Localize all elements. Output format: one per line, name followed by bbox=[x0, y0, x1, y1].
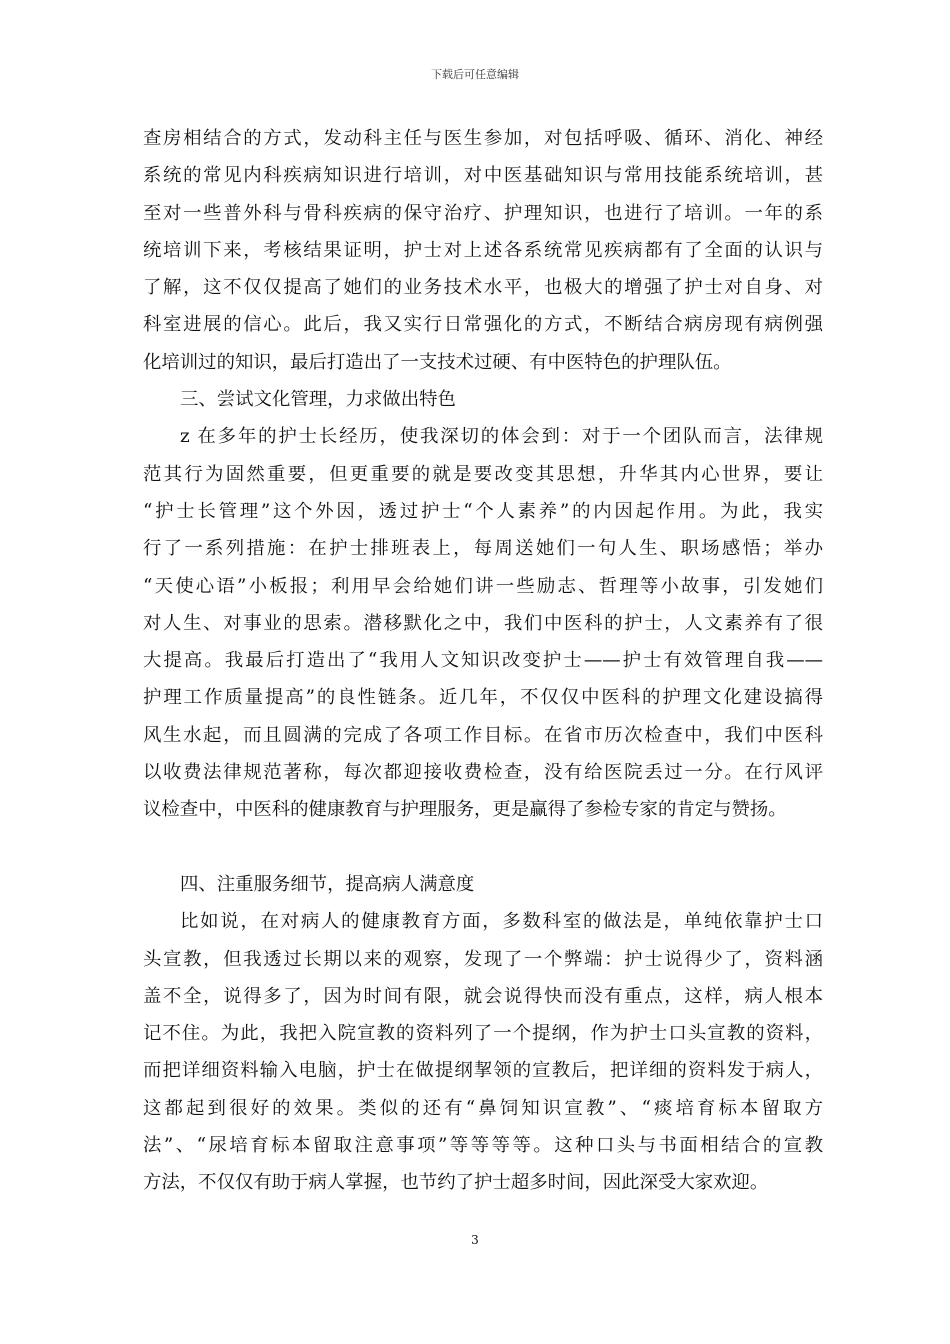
text-line: z 在多年的护士长经历，使我深切的体会到：对于一个团队而言，法律规 bbox=[180, 426, 823, 448]
text-line: 查房相结合的方式，发动科主任与医生参加，对包括呼吸、循环、消化、神经 bbox=[143, 128, 823, 149]
text-line: 风生水起，而且圆满的完成了各项工作目标。在省市历次检查中，我们中医科 bbox=[143, 724, 823, 746]
text-line: 而把详细资料输入电脑，护士在做提纲挈领的宣教后，把详细的资料发于病人， bbox=[143, 1060, 823, 1082]
text-line: 系统的常见内科疾病知识进行培训，对中医基础知识与常用技能系统培训，甚 bbox=[143, 165, 823, 187]
text-line: 盖不全，说得多了，因为时间有限，就会说得快而没有重点，这样，病人根本 bbox=[143, 985, 823, 1007]
text-line: 方法，不仅仅有助于病人掌握，也节约了护士超多时间，因此深受大家欢迎。 bbox=[143, 1172, 769, 1194]
paragraph-culture bbox=[143, 418, 823, 828]
text-line: 科室进展的信心。此后，我又实行日常强化的方式，不断结合病房现有病例强 bbox=[143, 314, 823, 336]
text-line: 比如说，在对病人的健康教育方面，多数科室的做法是，单纯依靠护士口 bbox=[180, 911, 823, 933]
text-line: 对人生、对事业的思索。潜移默化之中，我们中医科的护士，人文素养有了很 bbox=[143, 612, 823, 634]
section-heading-4: 四、注重服务细节，提高病人满意度 bbox=[180, 873, 475, 895]
page-header: 下载后可任意编辑 bbox=[431, 68, 519, 81]
paragraph-service bbox=[143, 903, 823, 1201]
paragraph-spacer bbox=[143, 829, 823, 866]
section-heading-3: 三、尝试文化管理，力求做出特色 bbox=[180, 389, 456, 411]
text-line: 记不住。为此，我把入院宣教的资料列了一个提纲，作为护士口头宣教的资料， bbox=[143, 1023, 823, 1045]
text-line: 了解，这不仅仅提高了她们的业务技术水平，也极大的增强了护士对自身、对 bbox=[143, 277, 823, 299]
text-line: 范其行为固然重要，但更重要的就是要改变其思想，升华其内心世界，要让 bbox=[143, 463, 823, 485]
text-line: 统培训下来，考核结果证明，护士对上述各系统常见疾病都有了全面的认识与 bbox=[143, 239, 823, 261]
document-body bbox=[143, 120, 823, 1202]
text-line: 议检查中，中医科的健康教育与护理服务，更是赢得了参检专家的肯定与赞扬。 bbox=[143, 799, 787, 821]
text-line: “护士长管理”这个外因，透过护士“个人素养”的内因起作用。为此，我实 bbox=[143, 500, 823, 522]
text-line: 护理工作质量提高”的良性链条。近几年，不仅仅中医科的护理文化建设搞得 bbox=[143, 687, 823, 709]
text-line: 这都起到很好的效果。类似的还有“鼻饲知识宣教”、“痰培育标本留取方 bbox=[143, 1097, 823, 1119]
text-line: 行了一系列措施：在护士排班表上，每周送她们一句人生、职场感悟；举办 bbox=[143, 538, 823, 560]
paragraph-training bbox=[143, 120, 823, 381]
text-line: “天使心语”小板报；利用早会给她们讲一些励志、哲理等小故事，引发她们 bbox=[143, 575, 823, 597]
text-line: 以收费法律规范著称，每次都迎接收费检查，没有给医院丢过一分。在行风评 bbox=[143, 762, 823, 784]
text-line: 大提高。我最后打造出了“我用人文知识改变护士——护士有效管理自我—— bbox=[143, 650, 823, 672]
page-number: 3 bbox=[471, 1233, 479, 1247]
text-line: 法”、“尿培育标本留取注意事项”等等等等。这种口头与书面相结合的宣教 bbox=[143, 1135, 823, 1157]
text-line: 头宣教，但我透过长期以来的观察，发现了一个弊端：护士说得少了，资料涵 bbox=[143, 948, 823, 970]
text-line: 化培训过的知识，最后打造出了一支技术过硬、有中医特色的护理队伍。 bbox=[143, 351, 732, 373]
text-line: 至对一些普外科与骨科疾病的保守治疗、护理知识，也进行了培训。一年的系 bbox=[143, 202, 823, 224]
